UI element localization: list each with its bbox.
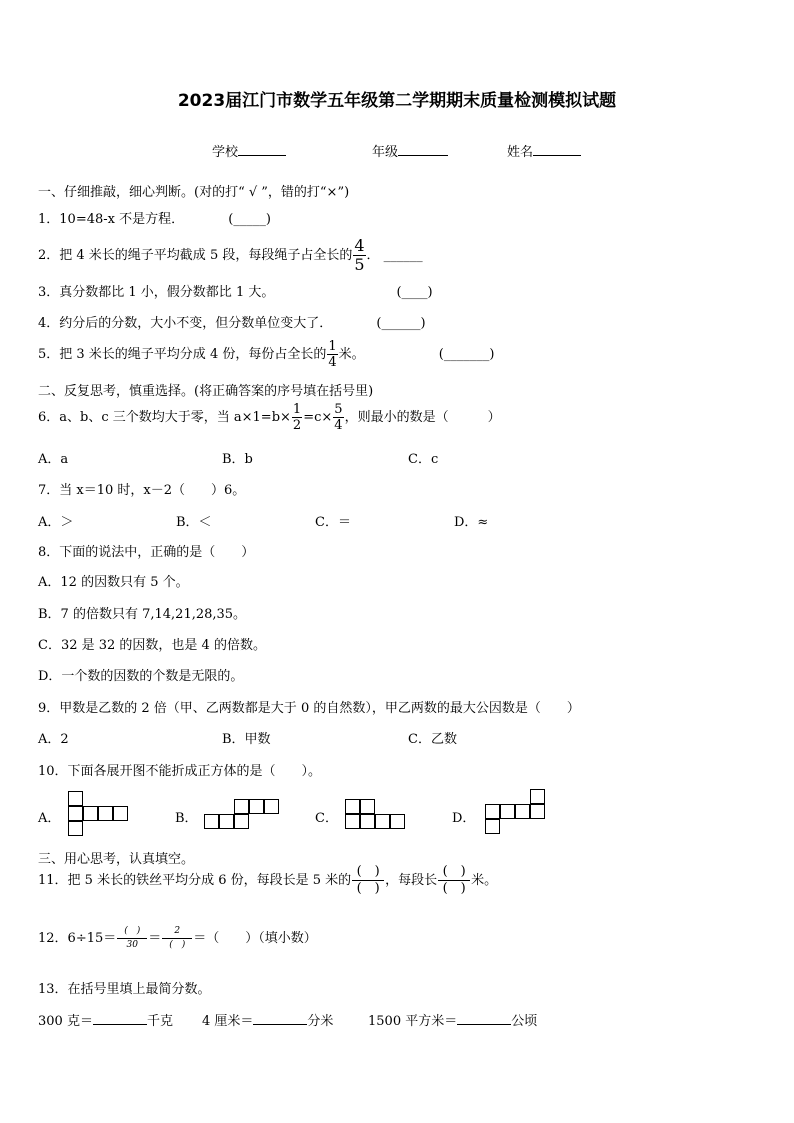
q5-answer[interactable]: (_______) bbox=[438, 347, 495, 362]
question-8[interactable]: 8．下面的说法中，正确的是（ ） bbox=[38, 545, 255, 560]
question-11 bbox=[38, 865, 497, 896]
q13-item-1 bbox=[38, 1010, 173, 1029]
q5-fraction: $\frac{1}{4}$ bbox=[328, 339, 337, 370]
grade-label: 年级 bbox=[372, 145, 399, 160]
q12-equals: ＝ bbox=[148, 931, 162, 946]
q6-option-a[interactable]: A．a bbox=[38, 452, 69, 467]
q13-item-3-left: 1500 平方米＝ bbox=[368, 1014, 458, 1029]
question-7[interactable]: 7．当 x＝10 时，x－2（ ）6。 bbox=[38, 483, 246, 498]
q7-option-a[interactable]: A．＞ bbox=[38, 515, 74, 530]
question-3 bbox=[38, 281, 433, 300]
q11-fraction-2[interactable]: $\frac{( )}{( )}$ bbox=[438, 865, 470, 896]
grade-field[interactable] bbox=[372, 141, 448, 160]
school-blank[interactable] bbox=[238, 155, 286, 156]
q10-net-c bbox=[345, 799, 409, 831]
school-label: 学校 bbox=[212, 145, 239, 160]
q10-net-a bbox=[68, 791, 132, 837]
name-field[interactable] bbox=[507, 141, 581, 160]
q12-text-2[interactable]: ＝（ ）（填小数） bbox=[193, 931, 317, 946]
q13-item-2-left: 4 厘米＝ bbox=[202, 1014, 254, 1029]
q13-item-3 bbox=[368, 1010, 537, 1029]
question-2 bbox=[38, 238, 423, 273]
school-field[interactable] bbox=[212, 141, 286, 160]
q4-answer[interactable]: (______) bbox=[376, 316, 426, 331]
q4-text: 4．约分后的分数，大小不变，但分数单位变大了． bbox=[38, 316, 333, 331]
q6-fraction-2: $\frac{5}{4}$ bbox=[334, 402, 343, 433]
q5-text: 5．把 3 米长的绳子平均分成 4 份，每份占全长的 bbox=[38, 347, 327, 362]
q6-text-1: 6．a、b、c 三个数均大于零，当 a×1=b× bbox=[38, 410, 291, 425]
q6-option-c[interactable]: C．c bbox=[408, 452, 439, 467]
q10-option-d[interactable]: D． bbox=[452, 811, 476, 826]
question-1 bbox=[38, 208, 271, 227]
q7-option-c[interactable]: C．＝ bbox=[315, 515, 351, 530]
q8-option-b[interactable]: B．7 的倍数只有 7,14,21,28,35。 bbox=[38, 607, 247, 622]
q2-tail[interactable]: ． ______ bbox=[366, 248, 423, 263]
q11-fraction-1[interactable]: $\frac{( )}{( )}$ bbox=[352, 865, 384, 896]
q8-option-a[interactable]: A．12 的因数只有 5 个。 bbox=[38, 575, 189, 590]
question-12 bbox=[38, 926, 317, 951]
q13-item-2-blank[interactable] bbox=[253, 1024, 307, 1025]
name-label: 姓名 bbox=[507, 145, 534, 160]
question-5 bbox=[38, 340, 494, 369]
question-9[interactable]: 9．甲数是乙数的 2 倍（甲、乙两数都是大于 0 的自然数），甲乙两数的最大公因数是（ ） bbox=[38, 701, 580, 716]
q13-item-3-blank[interactable] bbox=[457, 1024, 511, 1025]
q9-option-a[interactable]: A．2 bbox=[38, 732, 69, 747]
q6-text-2: =c× bbox=[303, 410, 333, 425]
q12-fraction-1[interactable]: $\frac{( )}{30}$ bbox=[117, 926, 147, 951]
q6-option-b[interactable]: B．b bbox=[222, 452, 253, 467]
page-title: 2023届江门市数学五年级第二学期期末质量检测模拟试题 bbox=[177, 91, 617, 111]
q1-answer[interactable]: (_____) bbox=[228, 212, 271, 227]
section-1-heading: 一、仔细推敲，细心判断。(对的打“ √ ”，错的打“×”) bbox=[38, 185, 350, 200]
name-blank[interactable] bbox=[533, 155, 581, 156]
q10-option-c[interactable]: C． bbox=[315, 811, 338, 826]
question-10[interactable]: 10．下面各展开图不能折成正方体的是（ ）。 bbox=[38, 764, 322, 779]
q13-item-3-unit: 公顷 bbox=[511, 1014, 538, 1029]
q13-item-2 bbox=[202, 1010, 333, 1029]
question-6 bbox=[38, 403, 501, 432]
q13-item-2-unit: 分米 bbox=[307, 1014, 334, 1029]
q1-text: 1．10=48-x 不是方程． bbox=[38, 212, 185, 227]
question-13: 13．在括号里填上最简分数。 bbox=[38, 982, 211, 997]
q10-option-a[interactable]: A． bbox=[38, 811, 61, 826]
q2-text: 2．把 4 米长的绳子平均截成 5 段，每段绳子占全长的 bbox=[38, 248, 353, 263]
q8-option-c[interactable]: C．32 是 32 的因数，也是 4 的倍数。 bbox=[38, 638, 266, 653]
q10-net-b bbox=[204, 799, 280, 831]
q12-fraction-2[interactable]: $\frac{2}{( )}$ bbox=[162, 926, 192, 951]
q11-text-1: 11．把 5 米长的铁丝平均分成 6 份，每段长是 5 米的 bbox=[38, 873, 352, 888]
q3-answer[interactable]: (____) bbox=[396, 285, 433, 300]
q9-option-b[interactable]: B．甲数 bbox=[222, 732, 271, 747]
q9-option-c[interactable]: C．乙数 bbox=[408, 732, 457, 747]
q8-option-d[interactable]: D．一个数的因数的个数是无限的。 bbox=[38, 669, 244, 684]
q5-tail: 米。 bbox=[338, 347, 365, 362]
q7-option-b[interactable]: B．＜ bbox=[176, 515, 212, 530]
q2-fraction: $\frac{4}{5}$ bbox=[354, 236, 365, 274]
q12-text-1: 12．6÷15＝ bbox=[38, 931, 117, 946]
q13-item-1-left: 300 克＝ bbox=[38, 1014, 93, 1029]
q13-item-1-unit: 千克 bbox=[146, 1014, 173, 1029]
q6-text-3[interactable]: ，则最小的数是（ ） bbox=[344, 410, 501, 425]
q11-text-3: 米。 bbox=[471, 873, 498, 888]
q10-net-d bbox=[485, 789, 549, 837]
q3-text: 3．真分数都比 1 小，假分数都比 1 大。 bbox=[38, 285, 275, 300]
section-3-heading: 三、用心思考，认真填空。 bbox=[38, 852, 195, 867]
question-4 bbox=[38, 312, 426, 331]
q11-text-2: ，每段长 bbox=[385, 873, 438, 888]
q13-item-1-blank[interactable] bbox=[93, 1024, 147, 1025]
grade-blank[interactable] bbox=[398, 155, 448, 156]
q10-option-b[interactable]: B． bbox=[175, 811, 198, 826]
q7-option-d[interactable]: D．≈ bbox=[454, 515, 489, 530]
q6-fraction-1: $\frac{1}{2}$ bbox=[292, 402, 302, 433]
section-2-heading: 二、反复思考，慎重选择。(将正确答案的序号填在括号里) bbox=[38, 384, 374, 399]
